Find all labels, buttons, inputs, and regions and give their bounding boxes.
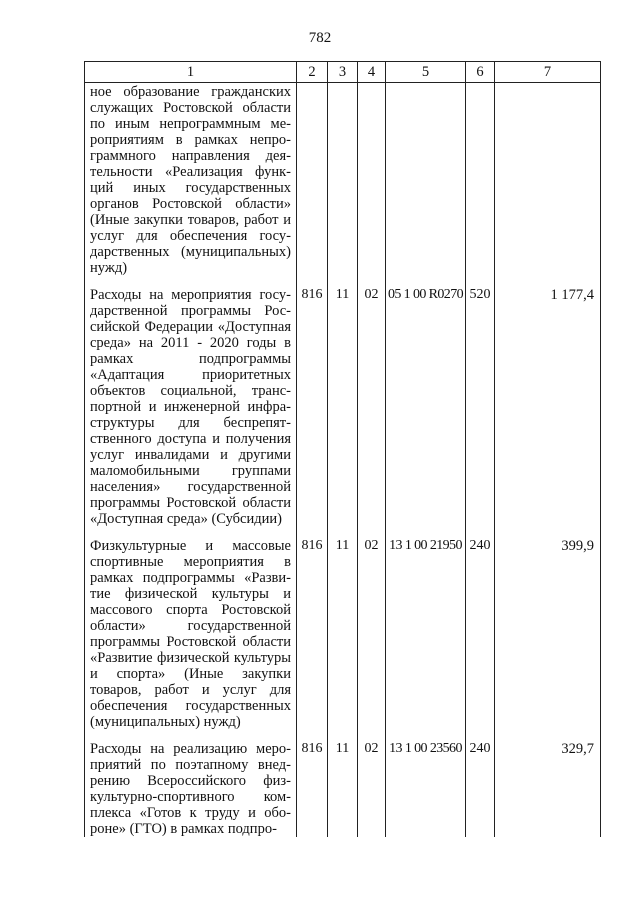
row-description: Расходы на мероприятия государственной программы Российской Федерации «Доступная среда» на 2011 - 2020 годы в рамках подпрограммы «Адаптация приоритетных объектов социальной, транспортной и инженерной инфраструктуры для беспрепятственного доступа и получения услуг инвалидами и другими маломобильными группами населения» государственной программы Ростовской области «Доступная среда» (Субсидии)	[85, 276, 297, 527]
row-expense-type: 240	[466, 527, 495, 730]
budget-table	[84, 61, 601, 837]
row-subsection	[358, 83, 386, 277]
row-expense-type	[466, 83, 495, 277]
row-amount	[495, 83, 601, 277]
row-subsection: 02	[358, 730, 386, 837]
row-subsection: 02	[358, 276, 386, 527]
row-ministry: 816	[297, 730, 328, 837]
row-description: Физкультурные и массовые спортивные мероприятия в рамках подпрограммы «Развитие физической культуры и массового спорта Ростовской области» государственной программы Ростовской области «Развитие физической культуры и спорта» (Иные закупки товаров, работ и услуг для обеспечения государственных (муниципальных) нужд)	[85, 527, 297, 730]
row-section: 11	[328, 527, 358, 730]
page-number: 782	[308, 30, 332, 46]
column-header-expense-type: 6	[466, 62, 495, 83]
table-row	[85, 83, 601, 277]
row-expense-type: 520	[466, 276, 495, 527]
row-target	[386, 83, 466, 277]
column-header-target: 5	[386, 62, 466, 83]
column-header-subsection: 4	[358, 62, 386, 83]
column-header-ministry: 2	[297, 62, 328, 83]
table-row	[85, 527, 601, 730]
table-row	[85, 730, 601, 837]
row-expense-type: 240	[466, 730, 495, 837]
table-row	[85, 276, 601, 527]
column-header-section: 3	[328, 62, 358, 83]
row-description: Расходы на реализацию мероприятий по поэтапному внедрению Всероссийского физкультурно-спортивного комплекса «Готов к труду и обороне» (ГТО) в рамках подпро-	[85, 730, 297, 837]
column-header-amount: 7	[495, 62, 601, 83]
row-section	[328, 83, 358, 277]
row-ministry	[297, 83, 328, 277]
row-amount: 1 177,4	[495, 276, 601, 527]
row-ministry: 816	[297, 527, 328, 730]
row-ministry: 816	[297, 276, 328, 527]
row-section: 11	[328, 730, 358, 837]
row-target: 05 1 00 R0270	[386, 276, 466, 527]
row-target: 13 1 00 23560	[386, 730, 466, 837]
row-amount: 329,7	[495, 730, 601, 837]
column-header-description: 1	[85, 62, 297, 83]
row-subsection: 02	[358, 527, 386, 730]
row-target: 13 1 00 21950	[386, 527, 466, 730]
row-amount: 399,9	[495, 527, 601, 730]
row-description: ное образование гражданских служащих Ростовской области по иным непрограммным мероприятиям в рамках непрограммного направления деятельности «Реализация функций иных государственных органов Ростовской области» (Иные закупки товаров, работ и услуг для обеспечения государственных (муниципальных) нужд)	[85, 83, 297, 277]
table-header-row	[85, 62, 601, 83]
row-section: 11	[328, 276, 358, 527]
